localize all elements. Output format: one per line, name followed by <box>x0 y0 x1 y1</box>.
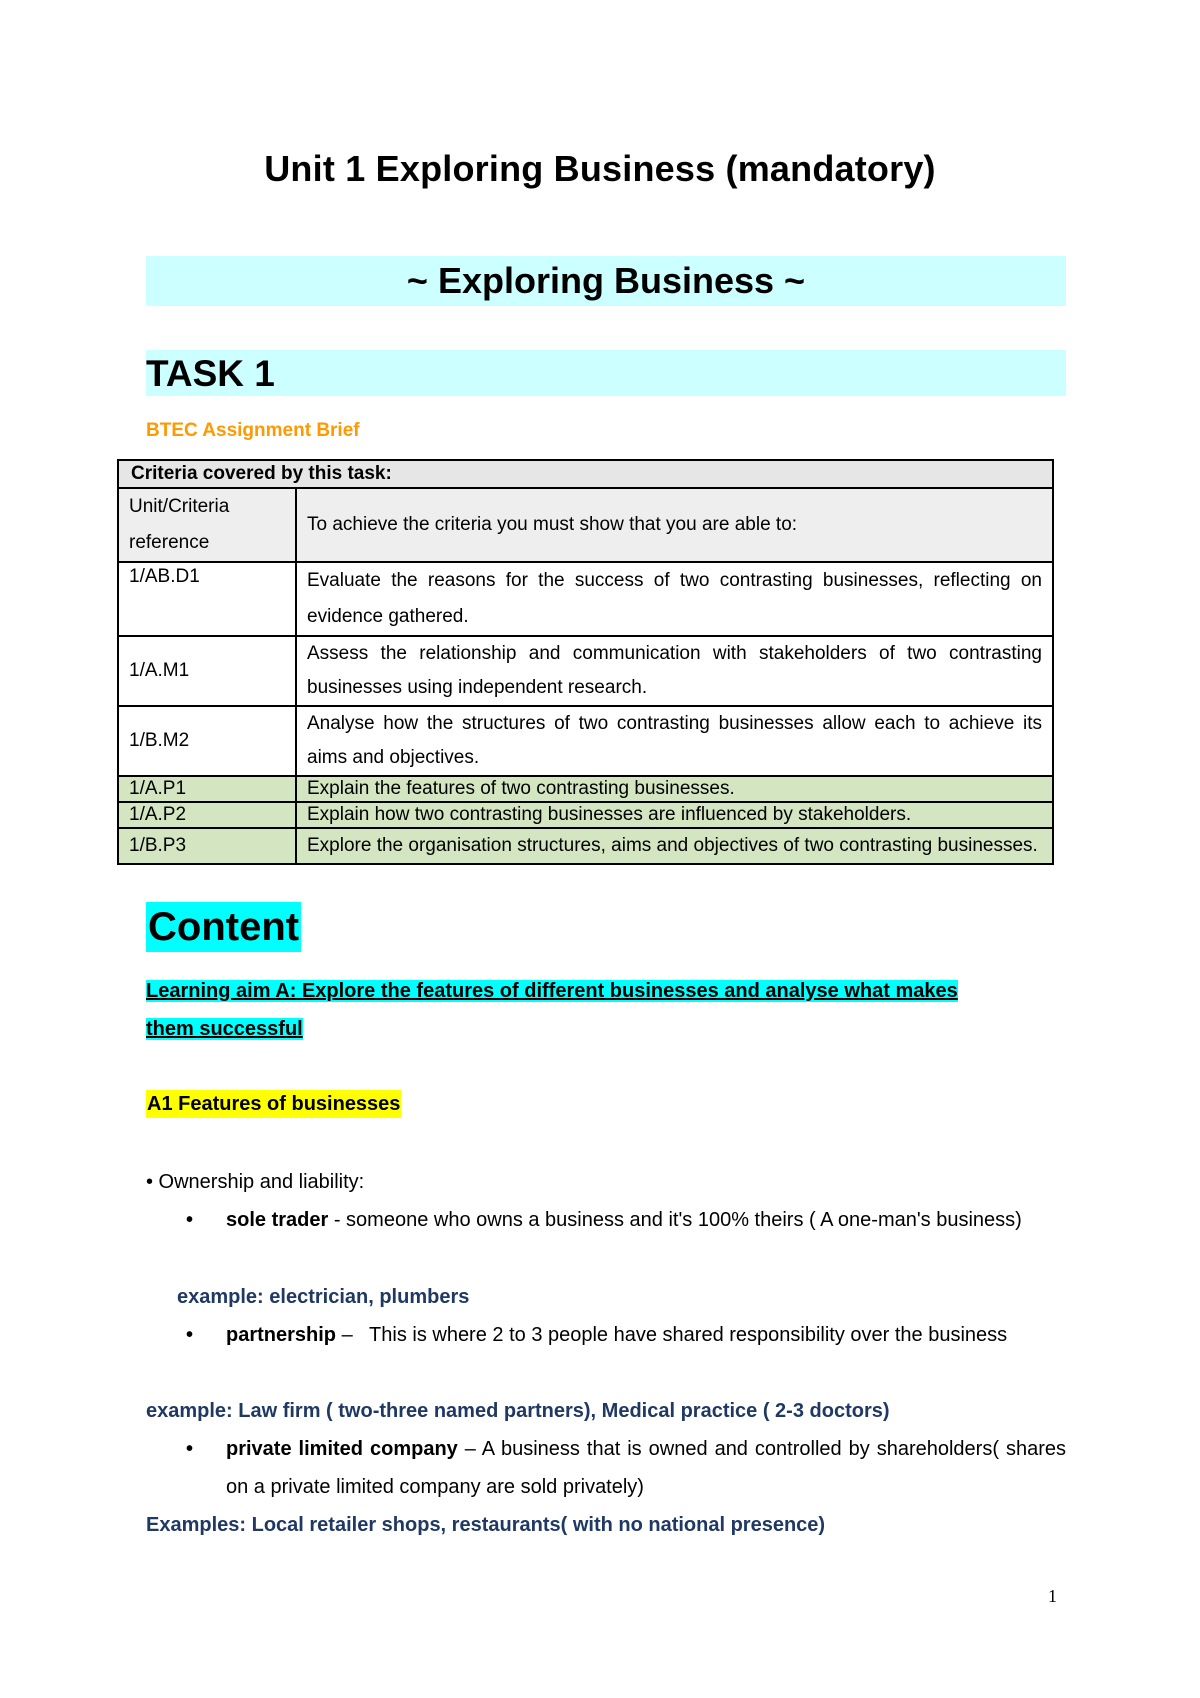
achieve-criteria-header: To achieve the criteria you must show that you are able to: <box>296 488 1053 562</box>
criteria-text: Explain the features of two contrasting businesses. <box>296 776 1053 802</box>
criteria-table <box>117 459 1054 865</box>
criteria-text: Evaluate the reasons for the success of two contrasting businesses, reflecting on evidence gathered. <box>296 562 1053 636</box>
learning-aim-text: Learning aim A: Explore the features of different businesses and analyse what makes them successful <box>146 980 958 1040</box>
document-title: Unit 1 Exploring Business (mandatory) <box>264 148 936 189</box>
subtitle: ~ Exploring Business ~ <box>406 260 806 301</box>
criteria-text: Explain how two contrasting businesses are influenced by stakeholders. <box>296 802 1053 828</box>
term-description: This is where 2 to 3 people have shared responsibility over the business <box>369 1324 1008 1346</box>
criteria-ref: 1/A.M1 <box>118 636 296 706</box>
term-sole-trader: sole trader <box>226 1209 329 1231</box>
bullet-icon: • <box>186 1209 194 1231</box>
table-row <box>118 562 1053 636</box>
criteria-text: Explore the organisation structures, aims and objectives of two contrasting businesses. <box>296 828 1053 864</box>
table-row <box>118 828 1053 864</box>
criteria-table-header: Criteria covered by this task: <box>118 460 1053 488</box>
criteria-ref: 1/B.M2 <box>118 706 296 776</box>
criteria-column-header-row <box>118 488 1053 562</box>
ref-header-line1: Unit/Criteria <box>129 496 230 517</box>
example-line: example: electrician, plumbers <box>177 1286 470 1308</box>
bullet-icon: • <box>186 1438 194 1460</box>
learning-aim-a <box>146 972 1006 1048</box>
term-description: A business that is owned and controlled by shareholders( shares on a private limited company are sold privately) <box>226 1438 1066 1498</box>
content-heading: Content <box>146 902 301 952</box>
unit-criteria-reference-header <box>118 488 296 562</box>
assignment-brief-label: BTEC Assignment Brief <box>146 420 360 441</box>
table-row <box>118 706 1053 776</box>
example-line: Examples: Local retailer shops, restaurants( with no national presence) <box>146 1514 826 1536</box>
bullet-icon: • <box>186 1324 194 1346</box>
term-separator: – <box>336 1324 370 1346</box>
table-row <box>118 776 1053 802</box>
criteria-ref: 1/AB.D1 <box>118 562 296 636</box>
criteria-table-header-row <box>118 460 1053 488</box>
bullet-text <box>226 1316 1066 1354</box>
subtitle-band <box>146 256 1066 306</box>
criteria-ref: 1/B.P3 <box>118 828 296 864</box>
table-row <box>118 802 1053 828</box>
criteria-text: Analyse how the structures of two contrasting businesses allow each to achieve its aims and objectives. <box>296 706 1053 776</box>
ref-header-line2: reference <box>129 532 210 553</box>
page-number: 1 <box>1048 1586 1057 1606</box>
task-heading: TASK 1 <box>146 353 275 394</box>
criteria-ref: 1/A.P2 <box>118 802 296 828</box>
criteria-ref: 1/A.P1 <box>118 776 296 802</box>
bullet-text <box>226 1430 1066 1506</box>
example-line: example: Law firm ( two-three named partners), Medical practice ( 2-3 doctors) <box>146 1400 890 1422</box>
criteria-text: Assess the relationship and communication with stakeholders of two contrasting businesses using independent research. <box>296 636 1053 706</box>
list-item <box>186 1430 1066 1506</box>
ownership-liability-line: • Ownership and liability: <box>146 1171 365 1193</box>
task-band <box>146 350 1066 396</box>
term-partnership: partnership <box>226 1324 337 1346</box>
term-separator: – <box>457 1438 482 1460</box>
list-item <box>186 1316 1066 1354</box>
term-private-limited-company: private limited company <box>226 1438 458 1460</box>
term-separator: - <box>328 1209 347 1231</box>
bullet-text <box>226 1201 1066 1239</box>
list-item <box>186 1201 1066 1239</box>
table-row <box>118 636 1053 706</box>
term-description: someone who owns a business and it's 100% theirs ( A one-man's business) <box>346 1209 1022 1231</box>
a1-heading: A1 Features of businesses <box>146 1090 401 1118</box>
